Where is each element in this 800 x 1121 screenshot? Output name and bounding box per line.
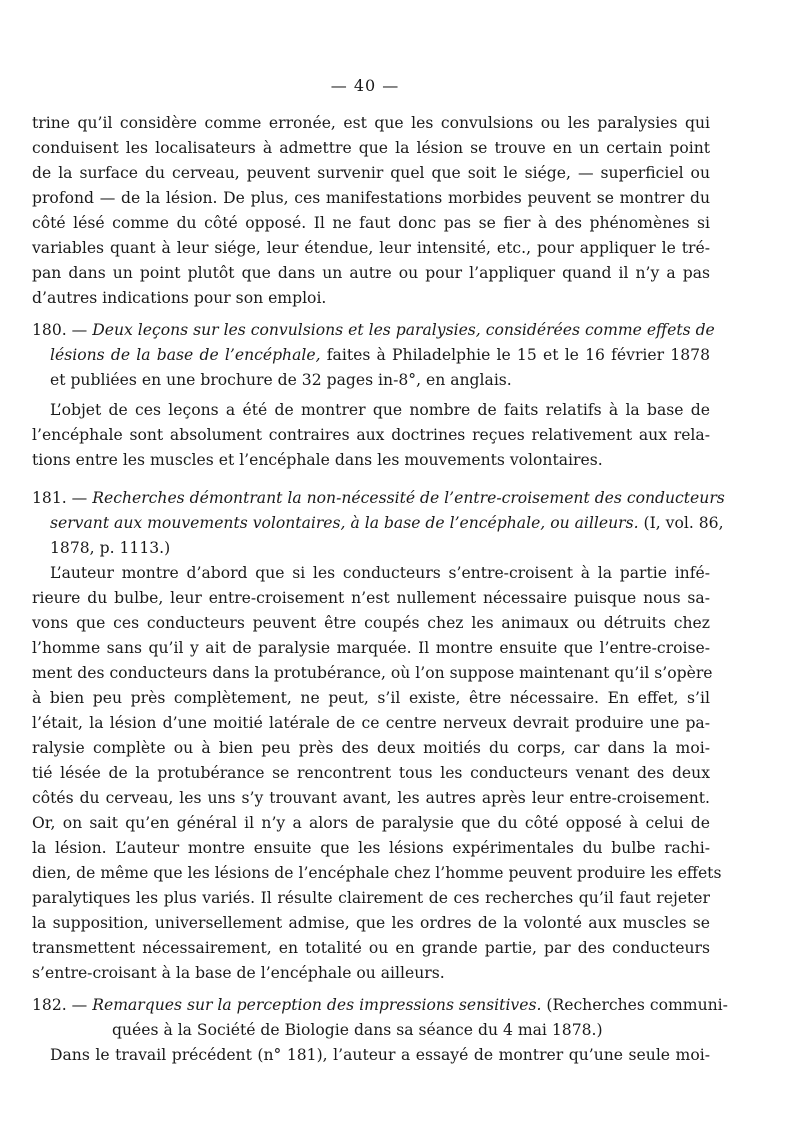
text-line: vons que ces conducteurs peuvent être coupés chez les animaux ou détruits chez xyxy=(32,614,710,632)
text-line: Or, on sait qu’en général il n’y a alors de paralysie que du côté opposé à celui de xyxy=(32,814,710,832)
entry-title: Remarques sur la perception des impressions sensitives. xyxy=(92,996,542,1014)
text-line: l’était, la lésion d’une moitié latérale de ce centre nerveux devrait produire une pa- xyxy=(32,714,710,732)
text-line: trine qu’il considère comme erronée, est que les convulsions ou les paralysies qui xyxy=(32,114,710,132)
text-line: conduisent les localisateurs à admettre que la lésion se trouve en un certain point xyxy=(32,139,710,157)
paragraph-continuation xyxy=(32,111,710,311)
text-line: tié lésée de la protubérance se rencontrent tous les conducteurs venant des deux xyxy=(32,764,710,782)
text-line: l’encéphale sont absolument contraires aux doctrines reçues relativement aux rela- xyxy=(32,426,710,444)
text-line: la lésion. L’auteur montre ensuite que les lésions expérimentales du bulbe rachi- xyxy=(32,839,710,857)
text-line: de la surface du cerveau, peuvent survenir quel que soit le siége, — superficiel ou xyxy=(32,164,710,182)
text-line: variables quant à leur siége, leur étendue, leur intensité, etc., pour appliquer le tré- xyxy=(32,239,710,257)
text-line: tions entre les muscles et l’encéphale dans les mouvements volontaires. xyxy=(32,451,603,469)
text-line: côté lésé comme du côté opposé. Il ne faut donc pas se fier à des phénomènes si xyxy=(32,214,710,232)
text-line: ment des conducteurs dans la protubérance, où l’on suppose maintenant qu’il s’opère xyxy=(32,664,713,682)
entry-title-cont: servant aux mouvements volontaires, à la base de l’encéphale, ou ailleurs. xyxy=(50,514,639,532)
text-line: s’entre-croisant à la base de l’encéphale ou ailleurs. xyxy=(32,964,445,982)
entry-number: 181. — xyxy=(32,489,88,507)
entry-details: (Recherches communi- xyxy=(541,996,728,1014)
text-line: paralytiques les plus variés. Il résulte clairement de ces recherches qu’il faut rejeter xyxy=(32,889,710,907)
text-line: transmettent nécessairement, en totalité ou en grande partie, par des conducteurs xyxy=(32,939,710,957)
text-line: dien, de même que les lésions de l’encéphale chez l’homme peuvent produire les effets xyxy=(32,864,722,882)
entry-180-heading xyxy=(32,318,715,393)
text-line: côtés du cerveau, les uns s’y trouvant avant, les autres après leur entre-croisement. xyxy=(32,789,710,807)
entry-details-line: 1878, p. 1113.) xyxy=(50,539,171,557)
entry-181-body xyxy=(32,561,722,986)
entry-182-body xyxy=(32,1043,710,1068)
text-line: profond — de la lésion. De plus, ces manifestations morbides peuvent se montrer du xyxy=(32,189,710,207)
text-line: pan dans un point plutôt que dans un autre ou pour l’appliquer quand il n’y a pas xyxy=(32,264,710,282)
entry-details-line: quées à la Société de Biologie dans sa séance du 4 mai 1878.) xyxy=(112,1021,603,1039)
text-line: l’homme sans qu’il y ait de paralysie marquée. Il montre ensuite que l’entre-croise- xyxy=(32,639,710,657)
text-line: rieure du bulbe, leur entre-croisement n’est nullement nécessaire puisque nous sa- xyxy=(32,589,710,607)
text-line: L’objet de ces leçons a été de montrer que nombre de faits relatifs à la base de xyxy=(50,401,710,419)
entry-number: 182. — xyxy=(32,996,88,1014)
entry-number: 180. — xyxy=(32,321,88,339)
text-line: Dans le travail précédent (n° 181), l’auteur a essayé de montrer qu’une seule moi- xyxy=(50,1046,710,1064)
entry-details-line: et publiées en une brochure de 32 pages in-8°, en anglais. xyxy=(50,371,512,389)
entry-details: faites à Philadelphie le 15 et le 16 février 1878 xyxy=(320,346,710,364)
entry-title: Deux leçons sur les convulsions et les paralysies, considérées comme effets de xyxy=(92,321,715,339)
entry-title: Recherches démontrant la non-nécessité de l’entre-croisement des conducteurs xyxy=(92,489,725,507)
text-line: L’auteur montre d’abord que si les conducteurs s’entre-croisent à la partie infé- xyxy=(50,564,710,582)
text-line: d’autres indications pour son emploi. xyxy=(32,289,327,307)
entry-180-body xyxy=(32,398,710,473)
text-line: la supposition, universellement admise, que les ordres de la volonté aux muscles se xyxy=(32,914,710,932)
entry-181-heading xyxy=(32,486,725,561)
text-line: à bien peu près complètement, ne peut, s’il existe, être nécessaire. En effet, s’il xyxy=(32,689,710,707)
entry-title-cont: lésions de la base de l’encéphale, xyxy=(50,346,321,364)
entry-details: (I, vol. 86, xyxy=(638,514,724,532)
entry-182-heading xyxy=(32,993,728,1043)
text-line: ralysie complète ou à bien peu près des deux moitiés du corps, car dans la moi- xyxy=(32,739,710,757)
page-number: — 40 — xyxy=(330,76,400,95)
